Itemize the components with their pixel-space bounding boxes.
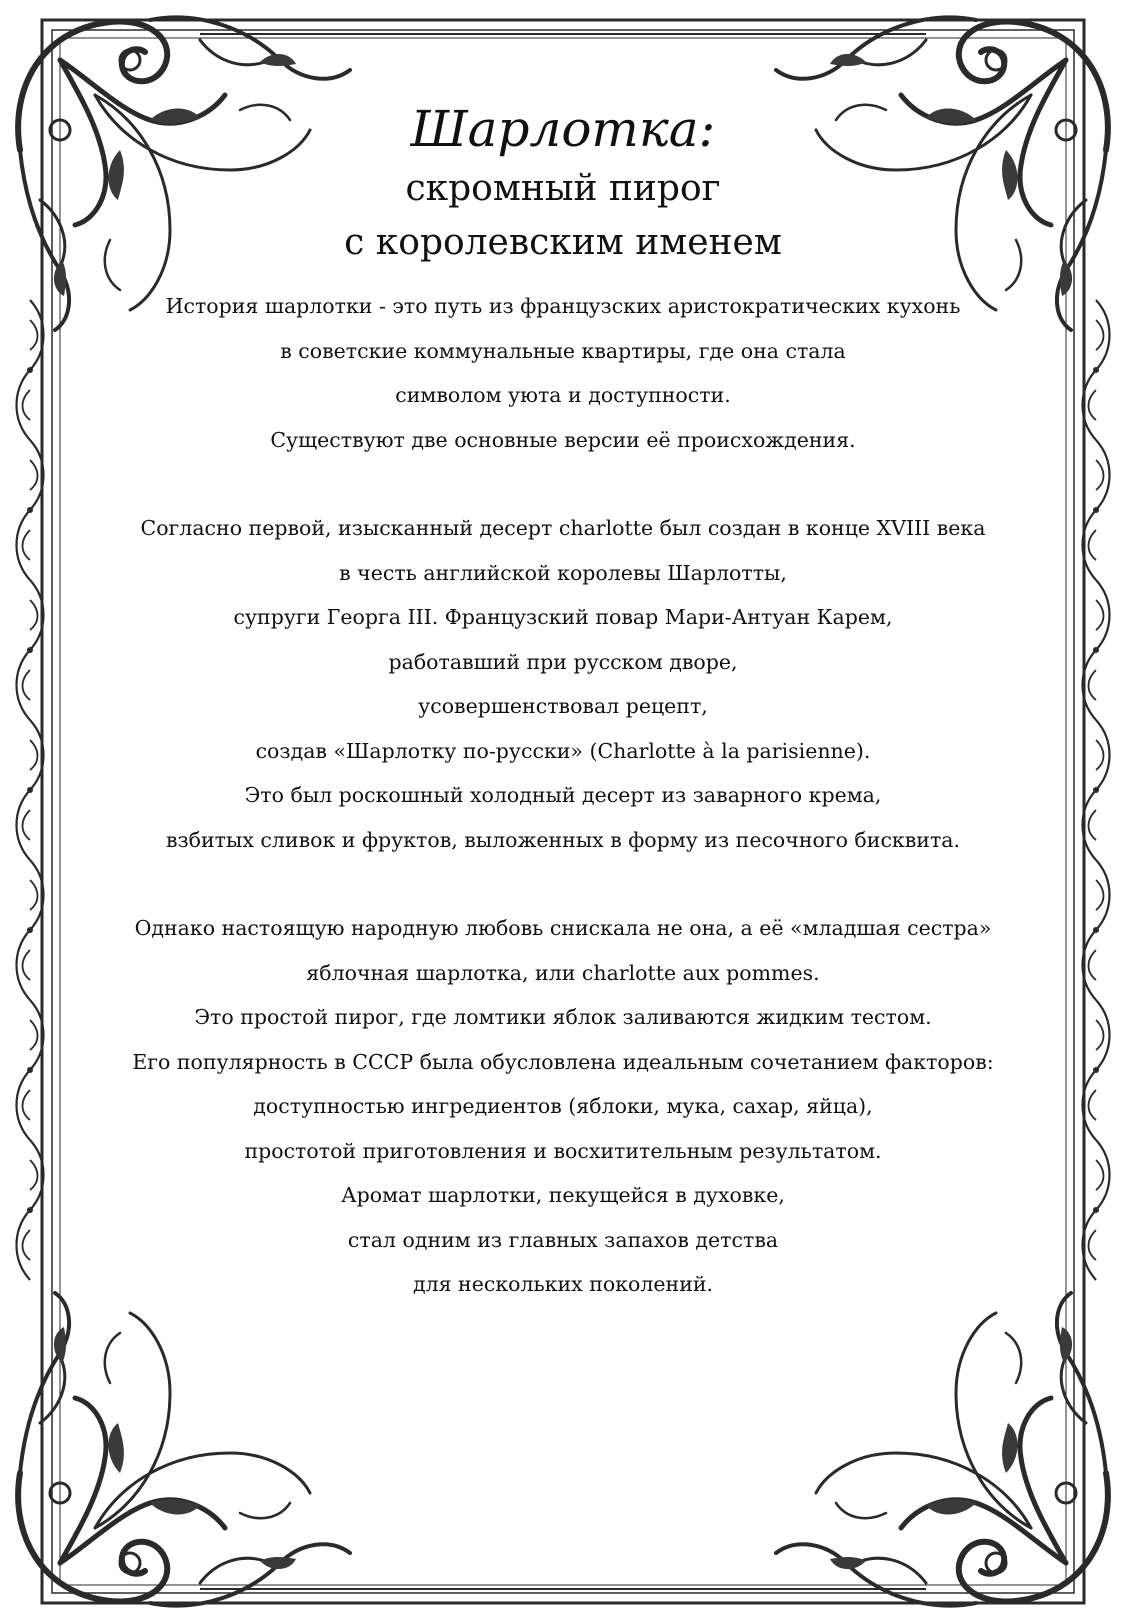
text-line: символом уюта и доступности. [395, 383, 731, 407]
text-line: взбитых сливок и фруктов, выложенных в форму из песочного бисквита. [165, 827, 961, 852]
text-line: Это был роскошный холодный десерт из заварного крема, [244, 783, 882, 807]
text-line: в честь английской королевы Шарлотты, [339, 560, 787, 585]
text-line: создав «Шарлотку по-русски» (Charlotte à la parisienne). [255, 738, 871, 763]
text-line: работавший при русском дворе, [388, 649, 738, 674]
text-line: стал одним из главных запахов детства [347, 1227, 779, 1252]
text-line: простотой приготовления и восхитительным результатом. [244, 1138, 882, 1163]
corner-flourish-bottom-left [18, 1293, 350, 1606]
paragraph-2 [96, 506, 1030, 862]
text-line: усовершенствовал рецепт, [418, 694, 708, 718]
paragraph-gap [96, 862, 1030, 906]
text-line: для нескольких поколений. [412, 1272, 714, 1296]
corner-flourish-bottom-right [776, 1293, 1108, 1606]
text-line: в советские коммунальные квартиры, где она стала [280, 338, 846, 363]
text-line: яблочная шарлотка, или charlotte aux pommes. [306, 960, 820, 985]
text-line: Аромат шарлотки, пекущейся в духовке, [341, 1183, 785, 1207]
paragraph-1 [96, 284, 1030, 462]
page-title: Шарлотка: [410, 100, 716, 158]
subtitle-line-2: с королевским именем [344, 222, 782, 263]
paragraph-gap [96, 462, 1030, 506]
text-line: История шарлотки - это путь из французских аристократических кухонь [165, 294, 961, 318]
text-line: супруги Георга III. Французский повар Мари-Антуан Карем, [233, 605, 893, 629]
text-line: Его популярность в СССР была обусловлена идеальным сочетанием факторов: [132, 1049, 994, 1074]
text-line: доступностью ингредиентов (яблоки, мука, сахар, яйца), [253, 1094, 873, 1118]
text-line: Однако настоящую народную любовь снискала не она, а её «младшая сестра» [134, 916, 992, 940]
article-body [96, 284, 1030, 1307]
text-line: Это простой пирог, где ломтики яблок заливаются жидким тестом. [194, 1005, 932, 1029]
subtitle-line-1: скромный пирог [405, 168, 721, 209]
paragraph-3 [96, 906, 1030, 1307]
text-line: Согласно первой, изысканный десерт charlotte был создан в конце XVIII века [140, 516, 986, 540]
document-content [96, 98, 1030, 1307]
text-line: Существуют две основные версии её происхождения. [270, 427, 856, 452]
